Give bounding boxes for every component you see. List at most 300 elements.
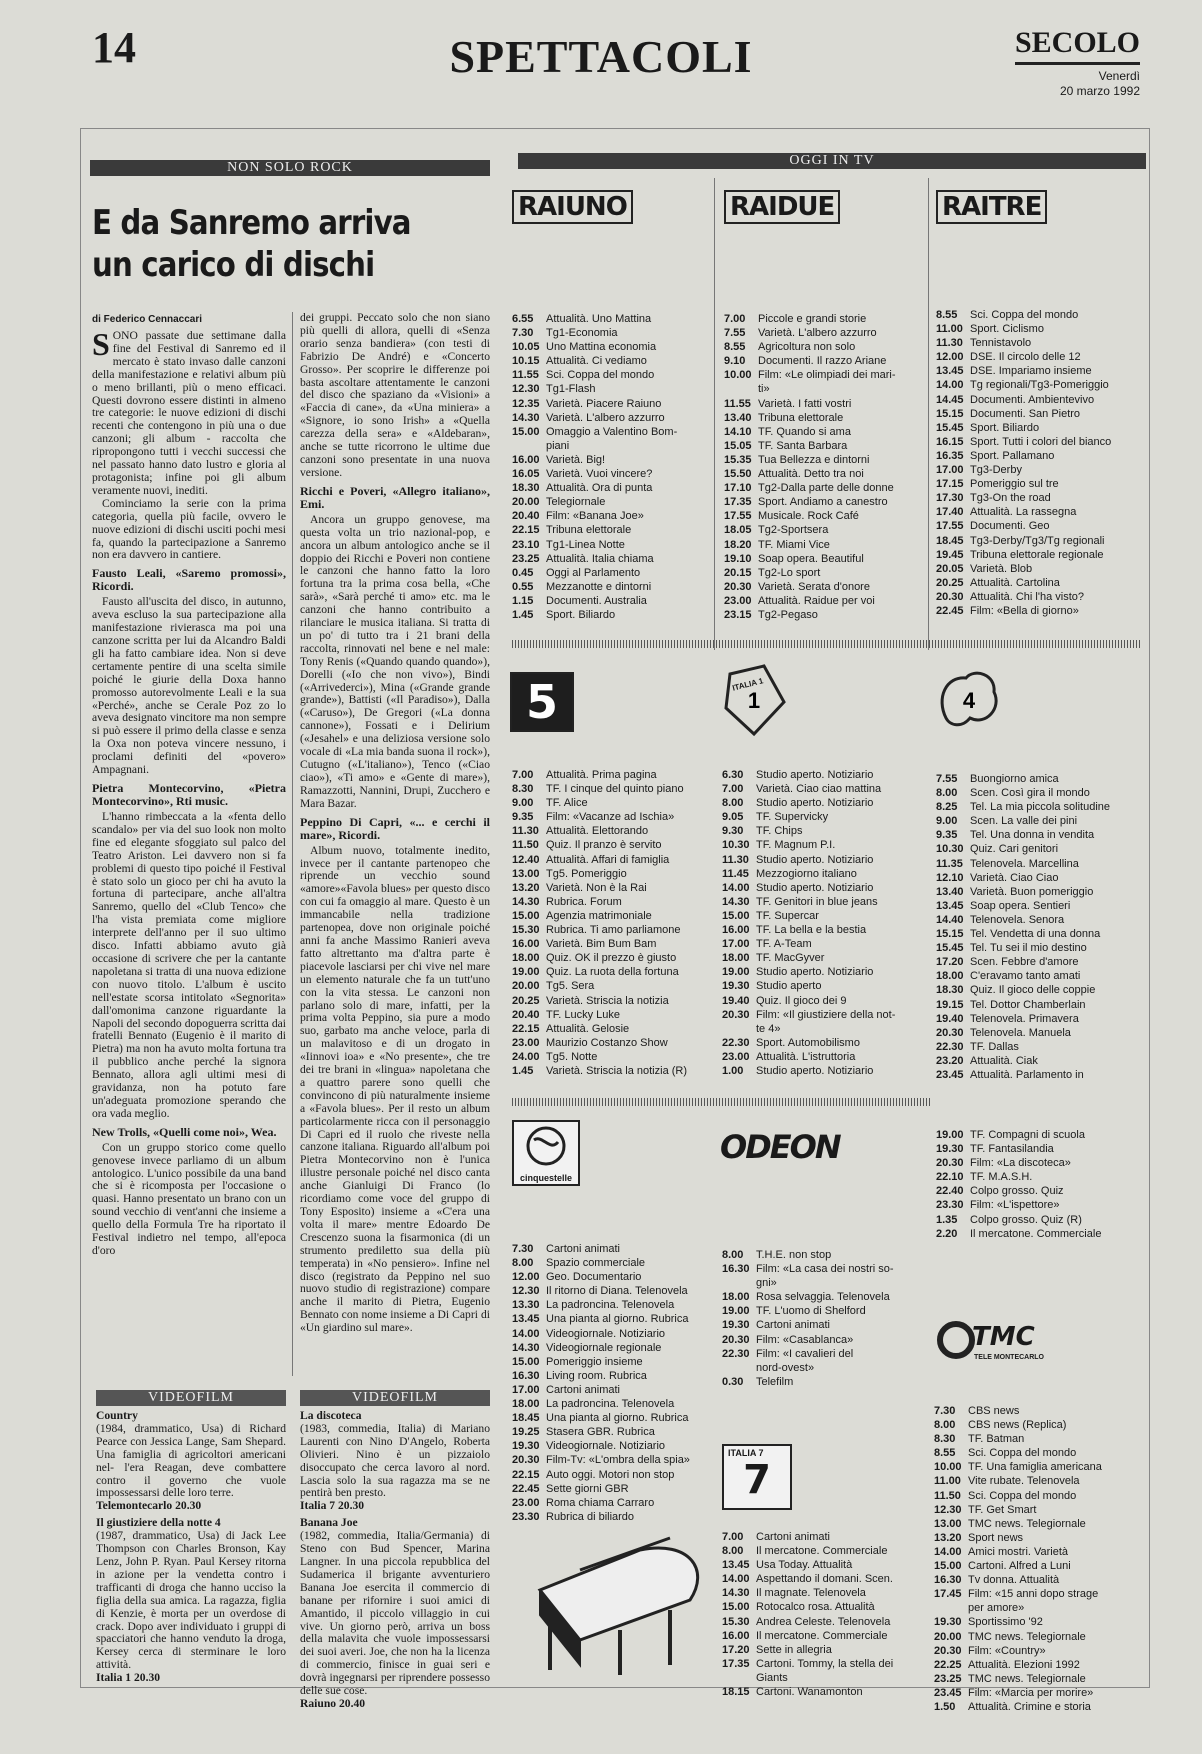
program-time: 8.25 <box>936 801 958 814</box>
program-time: 19.00 <box>722 966 750 979</box>
program-time: 10.00 <box>934 1461 962 1474</box>
program-row <box>936 449 1144 463</box>
raiuno-schedule <box>512 312 712 622</box>
program-title: Tv donna. Attualità <box>968 1574 1060 1587</box>
program-time: 11.00 <box>936 323 963 336</box>
album-heading: Peppino Di Capri, «... e cerchi il mare», Ricordi. <box>300 814 490 842</box>
program-time: 9.00 <box>936 815 958 828</box>
program-row <box>936 1012 1144 1026</box>
program-row <box>936 1170 1144 1184</box>
program-row <box>512 552 712 566</box>
program-row <box>934 1601 1144 1615</box>
program-title: TF. Una famiglia americana <box>968 1461 1102 1474</box>
program-title: Quiz. Il gioco dei 9 <box>756 994 847 1007</box>
program-title: Studio aperto. Notiziario <box>756 881 874 894</box>
program-title: Film: «Marcia per morire» <box>968 1686 1094 1699</box>
program-row <box>936 407 1144 421</box>
program-row <box>934 1658 1144 1672</box>
program-time: 22.15 <box>512 1022 540 1035</box>
program-time: 10.30 <box>722 839 750 852</box>
program-time: 16.30 <box>512 1369 540 1382</box>
program-row <box>722 1558 922 1572</box>
program-row <box>936 590 1144 604</box>
program-row <box>934 1700 1144 1714</box>
program-row <box>934 1489 1144 1503</box>
program-title: Piccole e grandi storie <box>758 313 867 325</box>
program-title: Il mercatone. Commerciale <box>970 1227 1102 1240</box>
videofilm-header: VIDEOFILM <box>96 1390 286 1406</box>
film-title: Il giustiziere della notte 4 <box>96 1516 221 1530</box>
program-title: TF. Alice <box>546 797 588 810</box>
program-row <box>724 425 924 439</box>
italia1-logo: ITALIA 1 <box>731 676 765 693</box>
program-title: Attualità. Uno Mattina <box>546 313 652 325</box>
program-time: 6.30 <box>722 769 744 781</box>
program-time: 17.45 <box>934 1588 962 1601</box>
program-time: 17.00 <box>512 1383 540 1396</box>
program-row <box>512 1256 712 1270</box>
program-title: Sci. Coppa del mondo <box>968 1447 1077 1460</box>
program-row <box>934 1418 1144 1432</box>
program-time: 11.00 <box>934 1475 961 1488</box>
program-time: 19.45 <box>936 548 964 561</box>
program-time: 14.30 <box>512 1341 540 1354</box>
program-title: Telefilm <box>756 1375 794 1388</box>
program-row <box>934 1545 1144 1559</box>
program-time: 12.00 <box>512 1271 540 1284</box>
program-row <box>512 523 712 537</box>
program-title: Tg regionali/Tg3-Pomeriggio <box>970 379 1109 392</box>
program-title: Tel. Tu sei il mio destino <box>970 942 1087 955</box>
program-time: 19.30 <box>512 1440 540 1453</box>
program-title: Attualità. Ora di punta <box>546 482 653 495</box>
program-row <box>512 1369 712 1383</box>
program-title: Cartoni. Alfred a Luni <box>968 1560 1071 1573</box>
program-title: Tg2-Sportsera <box>758 524 829 537</box>
paragraph: dei gruppi. Peccato solo che non siano più quelli di allora, quelli di «Senza orario senza bandiera» (con testi di Fabrizio De André) e «Concerto Grosso». Per scoprire le differenze poi basta ascoltare attentamente le canzoni del disco che spaziano da «Visioni» a «Faccia di cane», da «Una miniera» a «Signore, io sono Irish» a «Quella carezza della sera» e «Aldebaran», anche se tutte ricorrono le ultime due canzoni sono presentate in una nuova versione. <box>300 311 490 479</box>
program-row <box>512 382 712 396</box>
program-row <box>722 881 926 895</box>
program-time: 17.35 <box>724 496 752 509</box>
program-time: 17.00 <box>722 938 750 951</box>
program-row <box>936 364 1144 378</box>
program-time: 13.45 <box>722 1559 750 1572</box>
program-title: Spazio commerciale <box>546 1257 646 1270</box>
program-time: 10.00 <box>724 369 752 382</box>
program-time: 12.30 <box>934 1503 962 1516</box>
program-time: 17.55 <box>936 520 964 533</box>
date-weekday: Venerdì <box>1098 69 1140 83</box>
program-time: 7.55 <box>724 327 746 340</box>
article-kicker: NON SOLO ROCK <box>90 160 490 176</box>
film-title: Banana Joe <box>300 1516 358 1530</box>
program-row <box>724 312 924 326</box>
program-row <box>724 566 924 580</box>
program-row <box>512 782 712 796</box>
program-title: Varietà. L'albero azzurro <box>546 411 665 424</box>
program-row <box>512 1008 712 1022</box>
program-title: Tel. Vendetta di una donna <box>970 928 1101 941</box>
program-time: 15.05 <box>724 439 752 452</box>
program-title: Uno Mattina economia <box>546 341 657 354</box>
program-title: Tel. La mia piccola solitudine <box>970 801 1111 814</box>
program-row <box>936 1128 1144 1142</box>
program-title: Sport news <box>968 1531 1024 1544</box>
program-title: Documenti. San Pietro <box>970 407 1081 420</box>
program-title: Studio aperto. Notiziario <box>756 853 874 866</box>
tmc-schedule <box>934 1404 1144 1714</box>
program-title: Sport. Biliardo <box>970 421 1040 434</box>
program-row <box>512 411 712 425</box>
program-row <box>936 308 1144 322</box>
program-row <box>936 1156 1144 1170</box>
program-row <box>512 1284 712 1298</box>
program-title: Scen. Febbre d'amore <box>970 956 1079 969</box>
program-time: 20.40 <box>512 1008 540 1021</box>
program-title: Varietà. Piacere Raiuno <box>546 397 662 410</box>
program-title: Studio aperto. Notiziario <box>756 966 874 979</box>
program-time: 23.15 <box>724 608 752 621</box>
program-time: 23.10 <box>512 538 540 551</box>
program-time: 16.15 <box>936 435 964 448</box>
svg-text:4: 4 <box>962 688 976 713</box>
program-time: 7.00 <box>722 783 744 796</box>
program-title: Attualità. Cartolina <box>970 576 1060 589</box>
program-row <box>724 439 924 453</box>
program-row <box>724 411 924 425</box>
program-title: Sport. Automobilismo <box>756 1036 860 1049</box>
program-title: Documenti. Geo <box>970 520 1050 533</box>
canale5-schedule <box>512 768 712 1078</box>
program-time: 22.30 <box>936 1040 964 1053</box>
program-row <box>722 1361 922 1375</box>
program-row <box>724 481 924 495</box>
program-title: Attualità. Ci vediamo <box>546 355 647 368</box>
program-row <box>936 857 1144 871</box>
italia7-logo: ITALIA 7 <box>728 1448 764 1458</box>
program-title: Il ritorno di Diana. Telenovela <box>546 1285 688 1298</box>
program-time: 14.10 <box>724 425 752 438</box>
program-time: 10.05 <box>512 341 540 354</box>
program-time: 8.55 <box>724 341 746 354</box>
program-time: 12.40 <box>512 853 540 866</box>
program-row <box>512 608 712 622</box>
program-row <box>512 467 712 481</box>
paragraph: Fausto all'uscita del disco, in autunno, aveva escluso la sua partecipazione alla manifestazione rivierasca ma poi una canzone scritta per lui da Alcandro Baldi gli ha fatto cambiare idea. Non si deve certamente pentire di una scelta simile poiché le giurie della Doxa hanno promosso autorevolmente Leali e la sua «Perché», anche se Cerale Poz zo lo aveva designato vincitore ma non sempre si può essere il primo della classe e senza la Oxa non poteva vincere nessuno, i proclami definiti del «povero» Ampagnani. <box>92 595 286 777</box>
grand-piano-illustration <box>520 1530 720 1685</box>
program-row <box>722 1050 926 1064</box>
odeon-schedule <box>722 1248 922 1389</box>
program-time: 23.45 <box>934 1686 962 1699</box>
paragraph: Album nuovo, totalmente inedito, invece per il cantante partenopeo che riprende un vecchio sound «amore»«Favola blues» per questo disco con cui fa omaggio al mare. Questo è un immancabile nella tradizione partenopea, dove non originale poiché anni fa anche Massimo Ranieri aveva fatto altrettanto ma d'altra parte è piacevole lasciarsi per chi vive nel mare un elemento naturale che fa un tutt'uno con la vita stessa. Le canzoni non parlano solo di mare, infatti, per la prima volta Peppino, sia pure a modo suo, garbato ma anche veloce, parla di un malavitoso e di un drogato in «Iinnovi ioa» e «No presente», che tre dei tre brani in «lingua» napoletana che a quattro parere sono quelli che convincono di più naturalmente insieme a «Favola blues». Per il resto un album particolarmente ricca con il personaggio Di Capri ed il ruolo che riveste nella canzone italiana. Riguardo all'album poi Pietra Montecorvino non è l'unica illustre personale poiché nel disco canta anche Gianluigi Di Franco (lo ricordiamo come voce del gruppo di Tony Esposito) insieme a «C'era una volta il mare» mentre Edoardo De Crescenzo suona la fisarmonica (di un strumento prediletto sua della più temperata) in «No pensiero». Infine nel disco (registrato da Peppino nel suo nuovo studio di registrazione) compare anche il marito di Pietra, Eugenio Bennato con nome insieme a Di Capri di «Un giardino sul mare». <box>300 843 490 1335</box>
program-time: 11.30 <box>512 825 539 838</box>
canale5-logo-box <box>510 672 574 732</box>
program-row <box>722 1600 922 1614</box>
program-title: Varietà. Buon pomeriggio <box>970 885 1094 898</box>
program-title: Varietà. Ciao ciao mattina <box>756 783 882 796</box>
program-time: 0.30 <box>722 1375 744 1388</box>
program-row <box>722 1657 922 1671</box>
program-title: Varietà. Serata d'onore <box>758 580 870 593</box>
program-row <box>512 1312 712 1326</box>
program-row <box>722 796 926 810</box>
program-time: 7.30 <box>512 1243 534 1255</box>
program-row <box>512 425 712 439</box>
program-time: 15.45 <box>936 421 964 434</box>
italia1-logo-box <box>724 664 786 736</box>
program-row <box>512 453 712 467</box>
program-row <box>936 800 1144 814</box>
program-time: 14.30 <box>512 411 540 424</box>
program-time: 15.00 <box>512 425 540 438</box>
program-time: 15.00 <box>512 909 540 922</box>
program-title: Vite rubate. Telenovela <box>968 1475 1080 1488</box>
program-row <box>722 768 926 782</box>
program-time: 18.15 <box>722 1686 750 1699</box>
program-row <box>512 1397 712 1411</box>
program-time: 15.00 <box>512 1355 540 1368</box>
program-row <box>724 340 924 354</box>
program-row <box>512 326 712 340</box>
program-time: 13.45 <box>936 365 964 378</box>
program-row <box>936 322 1144 336</box>
program-row <box>724 523 924 537</box>
program-time: 20.30 <box>936 1026 964 1039</box>
program-time: 12.30 <box>512 1285 540 1298</box>
program-row <box>934 1517 1144 1531</box>
program-title: Attualità. Elettorando <box>546 825 649 838</box>
program-title: Attualità. L'istruttoria <box>756 1050 856 1063</box>
program-title: Attualità. Ciak <box>970 1054 1038 1067</box>
program-time: 17.35 <box>722 1657 750 1670</box>
program-time: 0.45 <box>512 566 534 579</box>
program-row <box>934 1460 1144 1474</box>
program-time: 20.30 <box>722 1008 750 1021</box>
program-time: 22.30 <box>722 1036 750 1049</box>
program-row <box>722 1375 922 1389</box>
program-time: 17.15 <box>936 478 964 491</box>
cinquestelle-logo: cinquestelle <box>519 1173 573 1183</box>
program-row <box>936 393 1144 407</box>
program-time: 20.30 <box>722 1333 750 1346</box>
program-time: 10.30 <box>936 843 964 856</box>
program-row <box>724 368 924 382</box>
program-title: Film: «15 anni dopo strage <box>968 1588 1099 1601</box>
program-row <box>512 481 712 495</box>
program-title: TF. Fantasilandia <box>970 1143 1054 1156</box>
program-title: Tg5. Sera <box>546 980 595 993</box>
globe-icon <box>514 1122 578 1168</box>
program-time: 20.30 <box>934 1644 962 1657</box>
odeon-late-schedule <box>936 1128 1144 1241</box>
program-time: 13.45 <box>936 899 964 912</box>
program-title: TF. I cinque del quinto piano <box>546 783 684 796</box>
raiuno-logo: RAIUNO <box>512 190 633 224</box>
channel-divider <box>714 178 715 650</box>
program-row <box>936 913 1144 927</box>
program-title: Sport. Pallamano <box>970 449 1055 462</box>
program-row <box>936 576 1144 590</box>
program-row <box>512 439 712 453</box>
program-row <box>722 1685 922 1699</box>
program-row <box>512 580 712 594</box>
program-row <box>722 951 926 965</box>
program-time: 18.00 <box>722 952 750 965</box>
column-rule <box>292 312 293 1376</box>
program-title: T.H.E. non stop <box>756 1249 832 1261</box>
program-title: Pomeriggio sul tre <box>970 478 1059 491</box>
program-row <box>512 1341 712 1355</box>
program-row <box>722 838 926 852</box>
program-time: 22.45 <box>936 604 964 617</box>
cinquestelle-logo-box <box>512 1120 580 1186</box>
program-row <box>722 1248 922 1262</box>
program-row <box>936 1026 1144 1040</box>
program-row <box>934 1587 1144 1601</box>
program-row <box>512 951 712 965</box>
program-time: 16.30 <box>722 1263 750 1276</box>
odeon-logo: ODEON <box>720 1128 840 1166</box>
program-time: 1.45 <box>512 608 534 621</box>
program-time: 8.55 <box>934 1447 956 1460</box>
program-time: 23.45 <box>936 1068 964 1081</box>
album-heading: Fausto Leali, «Saremo promossi», Ricordi. <box>92 566 286 594</box>
program-time: 23.00 <box>724 594 752 607</box>
program-title: Sport. Ciclismo <box>970 323 1044 336</box>
cinquestelle-schedule <box>512 1242 712 1524</box>
program-row <box>512 1383 712 1397</box>
tmc-logo-box <box>934 1320 1044 1372</box>
program-time: 15.15 <box>936 407 964 420</box>
program-row <box>512 594 712 608</box>
program-row <box>936 477 1144 491</box>
program-row <box>724 397 924 411</box>
program-time: 22.45 <box>512 1482 540 1495</box>
program-title: TF. La bella e la bestia <box>756 924 867 937</box>
program-time: 20.00 <box>934 1630 962 1643</box>
program-time: 20.05 <box>936 562 964 575</box>
program-time: 18.45 <box>936 534 964 547</box>
program-row <box>722 1262 922 1276</box>
program-row <box>722 979 926 993</box>
program-row <box>722 1064 926 1078</box>
program-time: 13.00 <box>934 1517 962 1530</box>
program-time: 15.30 <box>722 1615 750 1628</box>
program-time: 7.55 <box>936 773 958 785</box>
program-row <box>512 1439 712 1453</box>
program-row <box>936 435 1144 449</box>
program-time: 23.30 <box>512 1510 540 1523</box>
program-row <box>724 326 924 340</box>
program-title: nord-ovest» <box>756 1361 815 1374</box>
program-time: 17.20 <box>936 956 964 969</box>
program-title: Agenzia matrimoniale <box>546 909 652 922</box>
program-time: 13.00 <box>512 867 540 880</box>
program-time: 20.00 <box>512 496 540 509</box>
program-time: 14.00 <box>512 1327 540 1340</box>
program-time: 23.25 <box>512 552 540 565</box>
program-time: 22.25 <box>934 1658 962 1671</box>
program-row <box>936 1227 1144 1241</box>
program-title: TF. Quando si ama <box>758 425 851 438</box>
raidue-schedule <box>724 312 924 622</box>
paragraph: Con un gruppo storico come quello genovese invece parliamo di un album antologico. L'unico possibile da una band che si è ricomposta per l'occasione o quasi. Hanno presentato un brano con un sound vecchio di vent'anni che insieme a quello della Formula Tre ha riportato il Festival indietro nel tempo, all'epoca d'oro <box>92 1140 286 1257</box>
program-time: 17.40 <box>936 506 964 519</box>
program-row <box>936 519 1144 533</box>
program-row <box>512 1036 712 1050</box>
program-time: 19.30 <box>936 1143 964 1156</box>
program-row <box>724 580 924 594</box>
program-title: Rubrica. Ti amo parliamone <box>546 924 681 937</box>
program-title: Tg1-Flash <box>546 383 596 396</box>
program-title: Scen. La valle dei pini <box>970 815 1078 828</box>
program-time: 16.35 <box>936 449 964 462</box>
program-title: Film: «La discoteca» <box>970 1157 1071 1170</box>
program-title: Tribuna elettorale <box>758 411 844 424</box>
program-time: 16.00 <box>722 1629 750 1642</box>
program-time: 19.25 <box>512 1426 540 1439</box>
rete4-icon <box>936 668 1002 728</box>
program-title: Documenti. Ambientevivo <box>970 393 1095 406</box>
videofilm-box-left <box>96 1409 286 1685</box>
program-row <box>512 1050 712 1064</box>
program-title: TMC news. Telegiornale <box>968 1672 1086 1685</box>
rete4-logo-box <box>936 668 1002 728</box>
program-title: Colpo grosso. Quiz (R) <box>970 1213 1082 1226</box>
program-row <box>722 1347 922 1361</box>
program-title: Varietà. Blob <box>970 562 1033 575</box>
program-title: Andrea Celeste. Telenovela <box>756 1615 891 1628</box>
program-title: Varietà. Big! <box>546 453 606 466</box>
program-time: 14.00 <box>722 881 750 894</box>
program-row <box>936 534 1144 548</box>
program-time: 22.15 <box>512 1468 540 1481</box>
program-title: Tg5. Notte <box>546 1050 598 1063</box>
program-row <box>936 1142 1144 1156</box>
program-title: Sportissimo '92 <box>968 1616 1043 1629</box>
program-title: Varietà. Striscia la notizia <box>546 994 669 1007</box>
program-row <box>512 979 712 993</box>
program-row <box>936 1040 1144 1054</box>
program-row <box>936 885 1144 899</box>
program-row <box>512 824 712 838</box>
program-title: Scen. Così gira il mondo <box>970 787 1090 800</box>
program-title: TF. Supervicky <box>756 811 829 824</box>
program-title: Agricoltura non solo <box>758 341 856 354</box>
album-heading: New Trolls, «Quelli come noi», Wea. <box>92 1124 277 1139</box>
program-time: 6.55 <box>512 313 534 325</box>
program-time: 23.30 <box>936 1199 964 1212</box>
program-title: Rubrica. Forum <box>546 895 622 908</box>
program-time: 17.30 <box>936 492 964 505</box>
program-title: Tel. Una donna in vendita <box>970 829 1095 842</box>
program-row <box>936 548 1144 562</box>
program-time: 18.45 <box>512 1412 540 1425</box>
program-time: 14.00 <box>934 1545 962 1558</box>
program-row <box>724 552 924 566</box>
program-time: 12.00 <box>936 351 964 364</box>
program-row <box>512 566 712 580</box>
program-row <box>512 495 712 509</box>
program-title: Attualità. Chi l'ha visto? <box>970 590 1084 603</box>
program-title: Attualità. Crimine e storia <box>968 1700 1091 1713</box>
program-title: TF. Lucky Luke <box>546 1008 620 1021</box>
program-title: Varietà. L'albero azzurro <box>758 327 877 340</box>
program-row <box>722 1022 926 1036</box>
program-time: 19.10 <box>724 552 752 565</box>
program-row <box>722 923 926 937</box>
program-row <box>722 1290 922 1304</box>
